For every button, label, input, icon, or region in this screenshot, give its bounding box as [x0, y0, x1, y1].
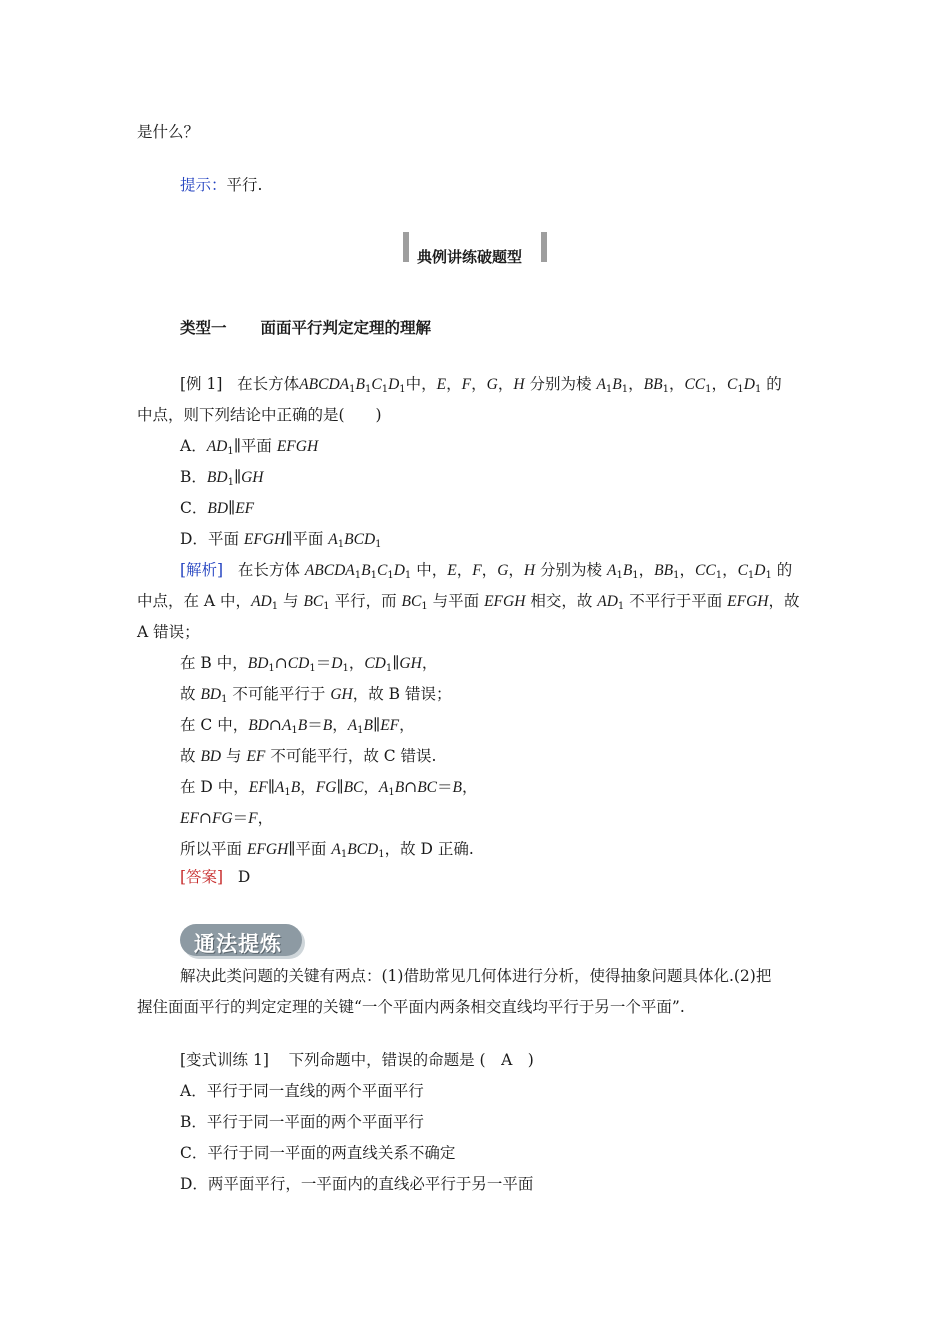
hint-label: 提示： — [180, 176, 227, 194]
variant-tag: [变式训练 1] — [180, 1051, 269, 1069]
method-line-1: 解决此类问题的关键有两点：(1)借助常见几何体进行分析，使得抽象问题具体化.(2)把 — [180, 967, 772, 985]
analysis-line-6: 在 C 中，$BD\cap A_1B=B$，$A_1B\parallel EF$， — [180, 716, 415, 736]
type-label: 类型一 — [180, 319, 227, 337]
example-line-1: [例 1] 在长方体$ABCDA_1B_1C_1D_1$中，E，F，G，H 分别为棱 $A_1B_1$，$BB_1$，$CC_1$，$C_1D_1$ 的 — [180, 375, 782, 395]
analysis-line-2: 中点，在 A 中，$AD_1$ 与 $BC_1$ 平行，而 $BC_1$ 与平面 EFGH 相交，故 $AD_1$ 不平行于平面 EFGH，故 — [137, 592, 800, 612]
method-line-2: 握住面面平行的判定定理的关键“一个平面内两条相交直线均平行于另一个平面”. — [137, 998, 685, 1016]
option-a-label: A． — [180, 437, 207, 455]
example-option-d: D．平面 EFGH∥平面 $A_1BCD_1$ — [180, 530, 382, 550]
header-bar-right — [541, 232, 547, 262]
type-heading — [180, 318, 431, 338]
example-points: 分别为棱 — [529, 375, 592, 393]
analysis-line-9: EF∩FG＝F， — [180, 809, 274, 827]
variant-question-text: 下列命题中，错误的命题是 ( A ) — [288, 1051, 534, 1069]
variant-option-d: D．两平面平行，一平面内的直线必平行于另一平面 — [180, 1175, 534, 1193]
analysis-line-5: 故 $BD_1$ 不可能平行于 GH，故 B 错误； — [180, 685, 452, 705]
option-c-label: C． — [180, 499, 208, 517]
analysis-tag: [解析] — [180, 561, 224, 579]
method-badge — [180, 922, 306, 958]
question-tail: 是什么？ — [137, 123, 200, 141]
type-title: 面面平行判定定理的理解 — [260, 319, 432, 337]
variant-option-b: B．平行于同一平面的两个平面平行 — [180, 1113, 424, 1131]
analysis-line-3: A 错误； — [137, 623, 200, 641]
example-option-b: B．$BD_1\parallel GH$ — [180, 468, 264, 488]
analysis-line-8: 在 D 中，$EF\parallel A_1B$，FG∥BC，$A_1B\cap BC=B$， — [180, 778, 478, 798]
section-header — [403, 230, 547, 264]
example-tag: [例 1] — [180, 375, 223, 393]
answer-line — [180, 867, 250, 887]
example-line-2: 中点，则下列结论中正确的是( ) — [137, 406, 382, 424]
example-option-c: C．BD∥EF — [180, 499, 255, 517]
variant-option-a: A．平行于同一直线的两个平面平行 — [180, 1082, 424, 1100]
header-bar-left — [403, 232, 409, 262]
analysis-line-1: [解析] 在长方体 $ABCDA_1B_1C_1D_1$ 中，E，F，G，H 分别为棱 $A_1B_1$，$BB_1$，$CC_1$，$C_1D_1$ 的 — [180, 561, 793, 581]
analysis-line-10: 所以平面 EFGH∥平面 $A_1BCD_1$，故 D 正确. — [180, 840, 474, 860]
option-b-label: B． — [180, 468, 207, 486]
option-d-label: D． — [180, 530, 208, 548]
variant-question — [180, 1050, 534, 1070]
answer-value: D — [237, 868, 251, 886]
example-middle: 中， — [405, 375, 437, 393]
method-badge-label: 通法提炼 — [194, 932, 282, 956]
variant-option-c: C．平行于同一平面的两直线关系不确定 — [180, 1144, 456, 1162]
example-option-a: A．$AD_1\parallel$平面 EFGH — [180, 437, 319, 457]
hint-text: 平行. — [226, 176, 263, 194]
answer-tag: [答案] — [180, 868, 224, 886]
analysis-line-4: 在 B 中，$BD_1\cap CD_1=D_1$，$CD_1\parallel GH$， — [180, 654, 438, 674]
hint-line — [180, 175, 262, 195]
section-header-title: 典例讲练破题型 — [417, 248, 523, 266]
example-lead: 在长方体 — [237, 375, 300, 393]
analysis-line-7: 故 BD 与 EF 不可能平行，故 C 错误. — [180, 747, 437, 765]
